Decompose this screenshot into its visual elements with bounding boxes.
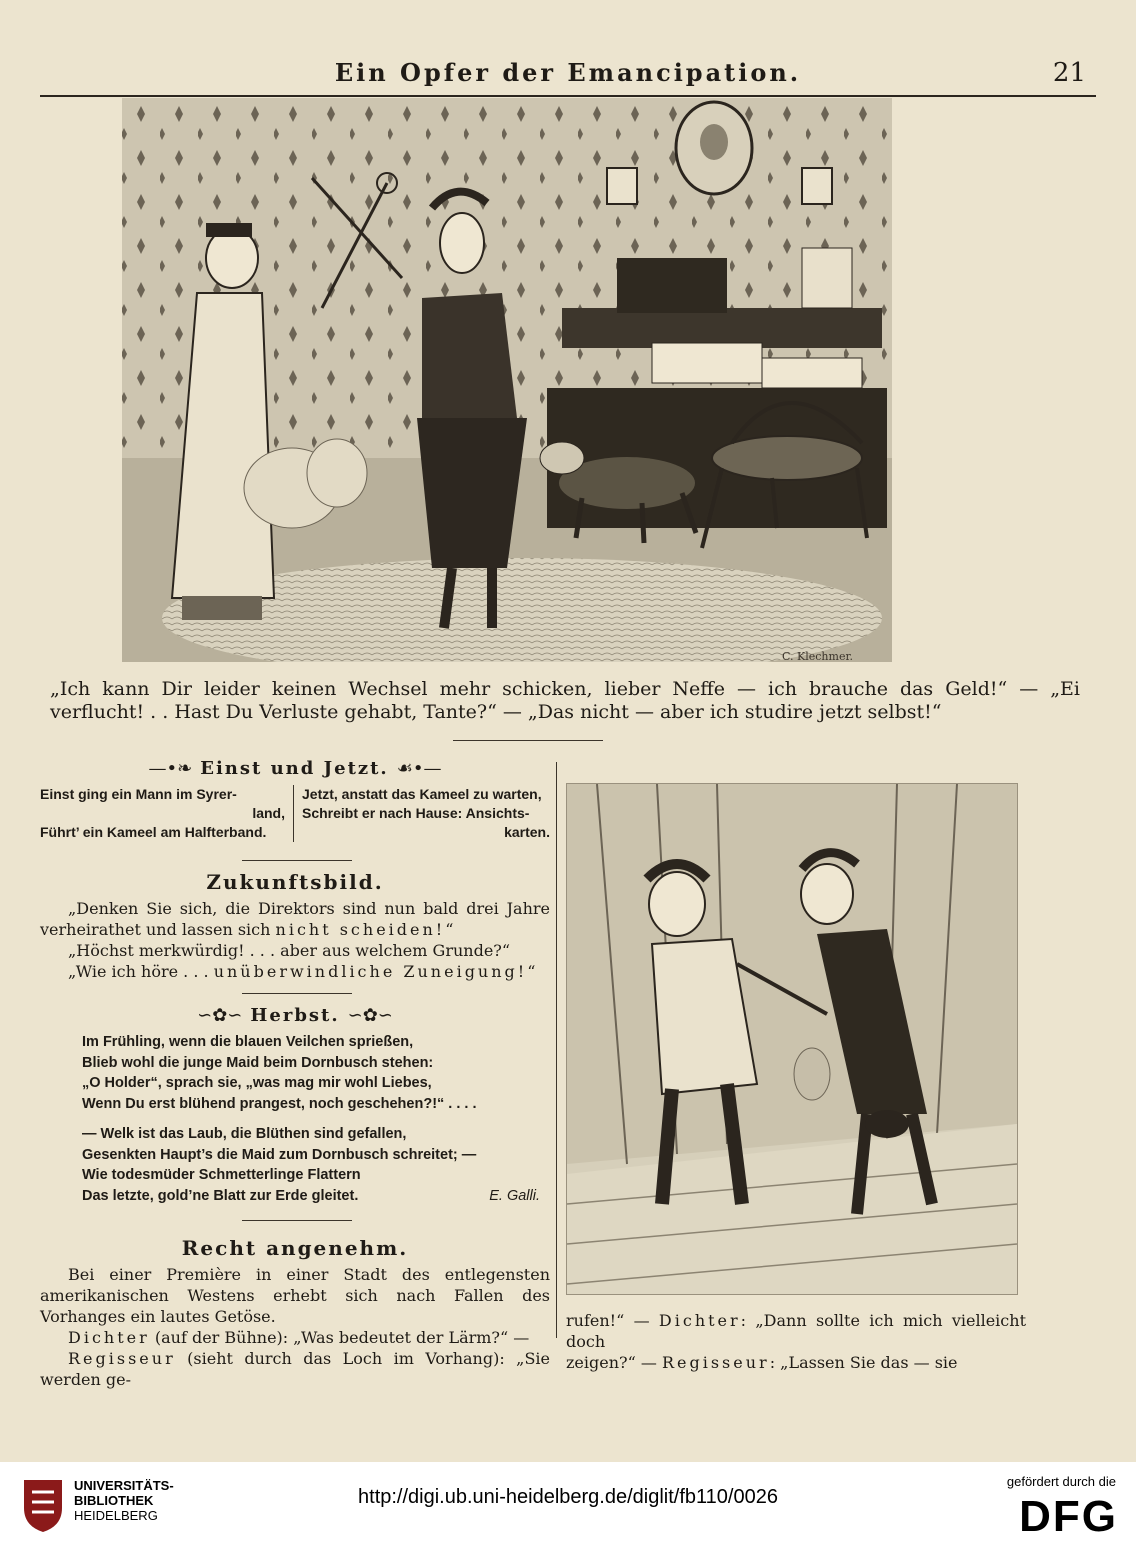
digitization-footer [0,1462,1136,1546]
library-line: UNIVERSITÄTS- [74,1478,174,1493]
paragraph [40,1348,550,1390]
paragraph: Bei einer Première in einer Stadt des entlegensten amerikanischen Westens erhebt sich nach Fallen des Vorhanges ein lautes Getöse. [40,1265,550,1326]
recht-angenehm-continuation [566,1310,1026,1373]
library-line: BIBLIOTHEK [74,1493,154,1508]
einst-poem [40,785,550,842]
verse-line: Jetzt, anstatt das Kameel zu warten, [302,786,542,802]
paragraph [40,1327,550,1348]
section-title-recht-angenehm: Recht angenehm. [181,1236,409,1260]
section-title-zukunftsbild: Zukunftsbild. [206,870,384,894]
text-run: (sieht durch das Loch im Vorhang): „Sie werden ge- [40,1349,550,1389]
text-run: : „Dann sollte ich mich vielleicht doch [566,1311,1026,1351]
funder-label: gefördert durch die [1006,1474,1116,1489]
einst-und-jetzt [40,758,550,842]
illustration-nephew-and-aunt [122,98,892,662]
speaker-label: Dichter [658,1311,741,1330]
section-title-einst: Einst und Jetzt. [200,758,389,779]
herbst-stanza-1 [40,1032,550,1114]
source-url-link[interactable]: http://digi.ub.uni-heidelberg.de/diglit/fb110/0026 [358,1486,778,1508]
herbst [40,1005,550,1206]
speaker-label: Regisseur [661,1353,770,1372]
emphasized-text: unüberwindliche Zuneigung! [213,962,528,981]
einst-stanza-right [294,785,550,842]
verse-line: Führt’ ein Kameel am Halfterband. [40,824,267,840]
running-title: Ein Opfer der Emancipation. [334,58,802,87]
verse-line: Schreibt er nach Hause: Ansichts- [302,805,530,821]
text-run: (auf der Bühne): „Was bedeutet der Lärm?“ — [149,1328,530,1347]
zukunftsbild [40,870,550,982]
einst-stanza-left [40,785,294,842]
section-divider [242,860,352,861]
verse-line: Wie todesmüder Schmetterlinge Flattern [82,1167,361,1183]
section-divider [242,993,352,994]
text-run: „Wie ich höre . . . [68,962,214,981]
text-run: : „Lassen Sie das — sie [769,1353,958,1372]
header-rule [40,95,1096,97]
verse-line: Einst ging ein Mann im Syrer- [40,786,237,802]
verse-line: Wenn Du erst blühend prangest, noch geschehen?!“ . . . . [82,1095,477,1112]
verse-line: „O Holder“, sprach sie, „was mag mir wohl Liebes, [82,1075,432,1091]
text-run: “ [445,920,454,939]
paragraph: „Höchst merkwürdig! . . . aber aus welchem Grunde?“ [68,941,511,960]
text-run: “ [527,962,536,981]
top-caption: „Ich kann Dir leider keinen Wechsel mehr schicken, lieber Neffe — ich brauche das Geld!“ — „Ei verflucht! . . Hast Du Verluste gehabt, Tante?“ — „Das nicht — aber ich studire jetzt selbst!“ [50,678,1080,723]
column-rule [556,762,557,1338]
library-line: HEIDELBERG [74,1508,158,1523]
herbst-stanza-2 [40,1124,550,1206]
speaker-label: Regisseur [68,1349,176,1368]
verse-line: Das letzte, gold’ne Blatt zur Erde gleitet. [82,1187,359,1204]
artist-signature: C. Klechmer. [782,650,853,662]
paragraph [40,898,550,940]
ornament-left: ∽✿∽ [197,1005,243,1026]
illustration-backstage [566,783,1018,1295]
paragraph [566,1310,1026,1352]
verse-line: — Welk ist das Laub, die Blüthen sind gefallen, [82,1126,407,1142]
text-run: rufen!“ — [566,1311,659,1330]
speaker-label: Dichter [68,1328,150,1347]
verse-line: karten. [504,824,550,840]
emphasized-text: nicht scheiden! [275,920,446,939]
verse-line: Blieb wohl die junge Maid beim Dornbusch stehen: [82,1054,434,1071]
verse-line: Gesenkten Haupt’s die Maid zum Dornbusch schreitet; — [82,1146,477,1163]
section-divider [242,1220,352,1221]
dfg-logo: DFG [1019,1492,1118,1541]
section-title-herbst: Herbst. [250,1005,340,1026]
page-number: 21 [1052,58,1086,88]
paragraph [566,1352,1026,1373]
verse-line: land, [252,805,285,821]
caption-divider [453,740,603,741]
ornament-right: ∽✿∽ [347,1005,393,1026]
poem-author: E. Galli. [489,1187,540,1204]
verse-line: Im Frühling, wenn die blauen Veilchen sprießen, [82,1034,414,1050]
recht-angenehm [40,1236,550,1390]
paragraph [40,961,550,982]
ornament-left: —•❧ [148,758,193,779]
text-run: „Denken Sie sich, die Direktors sind nun bald drei Jahre verheirathet und lassen sich [40,899,550,939]
text-run: zeigen?“ — [566,1353,662,1372]
ornament-right: ☙•— [396,758,442,779]
